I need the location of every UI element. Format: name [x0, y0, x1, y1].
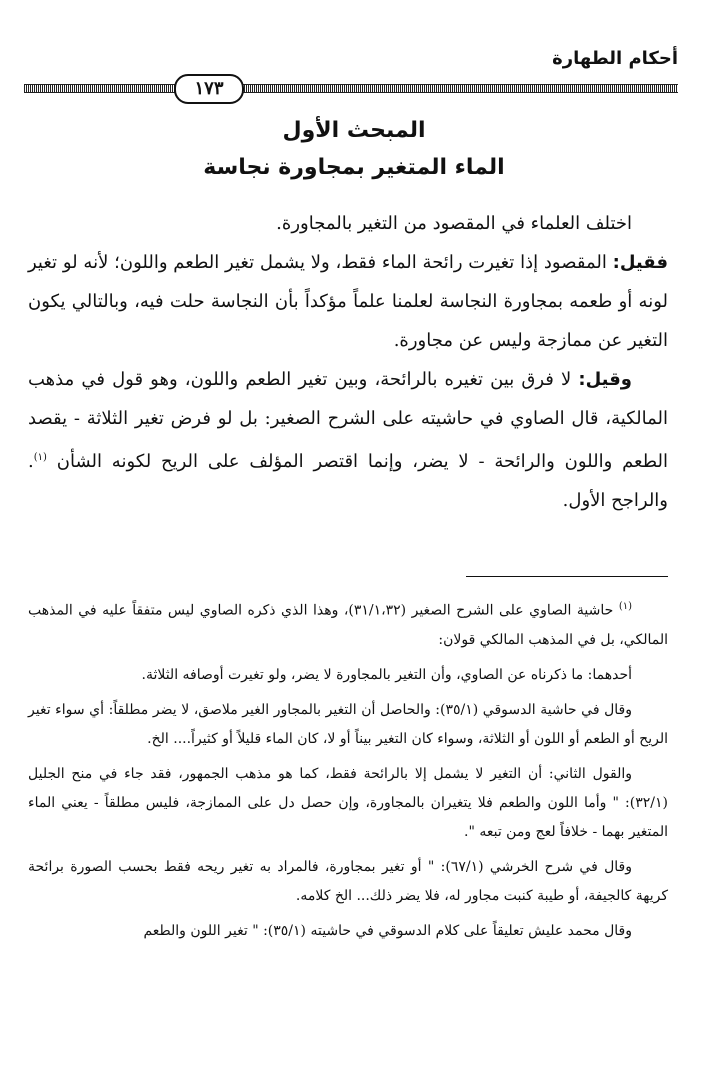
second-opinion-lead: وقيل: — [578, 369, 632, 390]
footnote-item: والقول الثاني: أن التغير لا يشمل إلا بالرائحة فقط، كما هو مذهب الجمهور، فقد جاء في منح الجليل (٣٢/١): " وأما اللون والطعم فلا يتغيران بالمجاورة، وإن حصل دل على الممازجة، فليس مطلقاً - يعني الماء المتغير بهما - خلافاً لعج ومن تبعه ". — [28, 765, 668, 840]
footnote-item — [28, 592, 668, 655]
section-subtitle: الماء المتغير بمجاورة نجاسة — [203, 155, 505, 180]
footnote-item: أحدهما: ما ذكرناه عن الصاوي، وأن التغير بالمجاورة لا يضر، ولو تغيرت أوصافه الثلاثة. — [141, 666, 632, 683]
footnote-marker: (١) — [618, 601, 632, 612]
second-opinion-text: لا فرق بين تغيره بالرائحة، وبين تغير الطعم واللون، وهو قول في مذهب المالكية، قال الصاوي في حاشيته على الشرح الصغير: بل لو فرض تغير الثلاثة - يقصد الطعم واللون والرائحة - لا يضر، وإنما اقتصر المؤلف على الريح لكونه الشأن — [28, 369, 668, 472]
page-header — [24, 30, 678, 100]
footnote-reference[interactable]: (١) — [33, 452, 47, 463]
page-number: ١٧٣ — [174, 74, 244, 104]
footnotes — [28, 592, 668, 952]
footnote-item: وقال في شرح الخرشي (٦٧/١): " أو تغير بمجاورة، فالمراد به تغير ريحه فقط بحسب الصورة برائحة كريهة كالجيفة، أو طيبة كنبت مجاور له، فلا يضر ذلك... الخ كلامه. — [28, 858, 668, 904]
footnote-text: حاشية الصاوي على الشرح الصغير (٣١/١،٣٢)، وهذا الذي ذكره الصاوي ليس متفقاً عليه في المذهب المالكي، بل في المذهب المالكي قولان: — [28, 602, 668, 648]
paragraph-first-opinion — [28, 243, 668, 360]
header-rule — [24, 84, 678, 93]
footnote-item: وقال محمد عليش تعليقاً على كلام الدسوقي في حاشيته (٣٥/١): " تغير اللون والطعم — [143, 922, 632, 939]
footnote-item: وقال في حاشية الدسوقي (٣٥/١): والحاصل أن التغير بالمجاور الغير ملاصق، لا يضر مطلقاً: أي سواء تغير الريح أو الطعم أو اللون أو الثلاثة، وسواء كان التغير بيناً أو لا، كان الماء قليلاً أو كثيراً.... الخ. — [28, 701, 668, 747]
first-opinion-text: المقصود إذا تغيرت رائحة الماء فقط، ولا يشمل تغير الطعم واللون؛ لأنه لو تغير لونه أو طعمه بمجاورة النجاسة لعلمنا علماً مؤكداً بأن النجاسة حلت فيه، وبالتالي يكون التغير عن ممازجة وليس عن مجاورة. — [28, 252, 668, 351]
second-opinion-end: . والراجح الأول. — [28, 451, 668, 511]
intro-paragraph: اختلف العلماء في المقصود من التغير بالمجاورة. — [276, 213, 632, 234]
first-opinion-lead: فقيل: — [612, 252, 668, 273]
paragraph-second-opinion — [28, 360, 668, 520]
section-title: المبحث الأول — [282, 118, 426, 143]
book-title: أحكام الطهارة — [552, 48, 678, 69]
section-headings — [0, 118, 708, 180]
main-text — [28, 204, 668, 520]
footnote-separator — [466, 576, 668, 577]
